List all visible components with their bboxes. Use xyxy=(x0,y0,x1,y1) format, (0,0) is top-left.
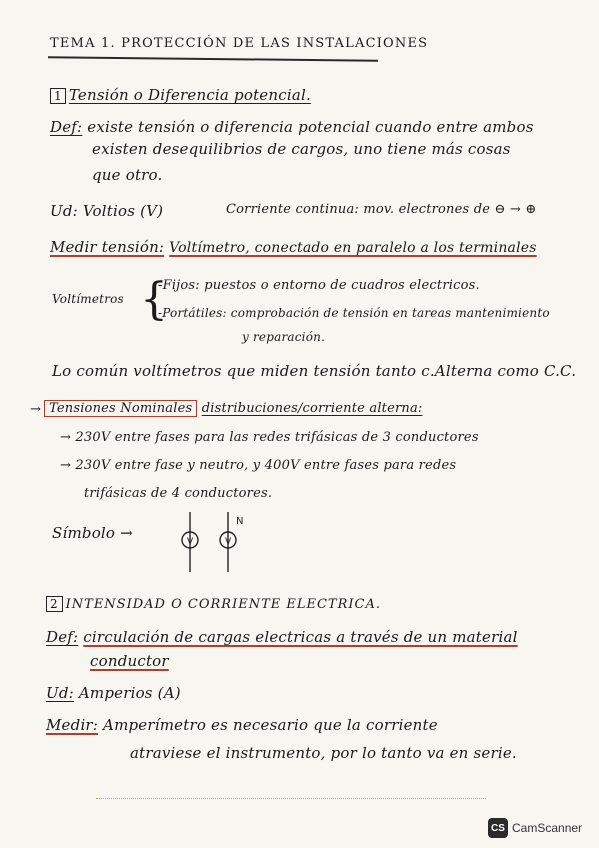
section2-unit-text: Amperios (A) xyxy=(78,684,181,702)
voltmeters-note: Lo común voltímetros que miden tensión tanto c.Alterna como C.C. xyxy=(52,362,577,380)
voltmeter-symbol-icon xyxy=(170,512,260,572)
nominal-item-1: → 230V entre fases para las redes trifásicas de 3 conductores xyxy=(60,430,479,445)
section1-heading: Tensión o Diferencia potencial. xyxy=(68,86,311,104)
section2-measure-text1: Amperímetro es necesario que la corriente xyxy=(103,716,438,734)
nominal-item-2: → 230V entre fase y neutro, y 400V entre fases para redes xyxy=(60,458,457,473)
camscanner-watermark xyxy=(488,818,582,838)
section1-heading-row xyxy=(50,86,311,104)
symbol-v-text-2: V xyxy=(225,537,232,547)
symbol-v-text-1: V xyxy=(187,537,194,547)
section2-def-text2: conductor xyxy=(90,652,169,670)
voltmeters-portable-cont: y reparación. xyxy=(242,330,326,344)
section1-unit-label: Ud: xyxy=(50,202,78,220)
section2-measure-row xyxy=(46,716,438,734)
section1-def-text1: existe tensión o diferencia potencial cuando entre ambos xyxy=(87,118,534,136)
symbol-label: Símbolo → xyxy=(52,524,133,542)
page-edge-divider xyxy=(96,798,486,799)
section1-measure-label: Medir tensión: xyxy=(50,238,165,256)
section1-number: 1 xyxy=(50,88,66,104)
page-title: TEMA 1. PROTECCIÓN DE LAS INSTALACIONES xyxy=(50,36,429,51)
section1-unit-row xyxy=(50,202,163,220)
section2-def-text1: circulación de cargas electricas a través de un material xyxy=(83,628,518,646)
camscanner-text: CamScanner xyxy=(512,821,583,835)
nominal-row xyxy=(44,400,423,417)
section2-measure-line2: atraviese el instrumento, por lo tanto va en serie. xyxy=(130,744,517,762)
section2-def-label: Def: xyxy=(46,628,79,646)
section2-heading: INTENSIDAD O CORRIENTE ELECTRICA. xyxy=(65,597,381,612)
voltmeters-portable: -Portátiles: comprobación de tensión en tareas mantenimiento xyxy=(158,306,550,320)
section2-def-row xyxy=(46,628,518,646)
title-underline xyxy=(48,56,378,61)
voltmeters-label: Voltímetros xyxy=(52,292,124,306)
margin-arrow-icon: → xyxy=(30,402,41,417)
section2-unit-label: Ud: xyxy=(46,684,74,702)
section2-number: 2 xyxy=(46,596,63,612)
brace-icon: { xyxy=(140,274,168,325)
section1-measure-row xyxy=(50,238,537,256)
voltmeters-fixed: -Fijos: puestos o entorno de cuadros electricos. xyxy=(158,278,480,293)
nominal-item-3: trifásicas de 4 conductores. xyxy=(84,486,273,501)
section1-def-line2: existen desequilibrios de cargos, uno tiene más cosas xyxy=(92,140,511,158)
camscanner-logo-icon: CS xyxy=(488,818,508,838)
section1-def-label: Def: xyxy=(50,118,83,136)
section2-unit-row xyxy=(46,684,181,702)
section1-measure-text: Voltímetro, conectado en paralelo a los terminales xyxy=(169,240,537,256)
nominal-rest: distribuciones/corriente alterna: xyxy=(201,401,423,416)
section1-def-line3: que otro. xyxy=(92,166,163,184)
section2-def-line2 xyxy=(90,652,169,670)
nominal-label: Tensiones Nominales xyxy=(44,400,197,417)
section1-continuous: Corriente continua: mov. electrones de ⊖ → ⊕ xyxy=(226,202,537,217)
section1-unit-text: Voltios (V) xyxy=(82,202,164,220)
section1-def-line1 xyxy=(50,118,534,136)
symbol-n-text: N xyxy=(236,516,244,527)
section2-heading-row xyxy=(46,596,381,612)
section2-measure-label: Medir: xyxy=(46,716,99,734)
